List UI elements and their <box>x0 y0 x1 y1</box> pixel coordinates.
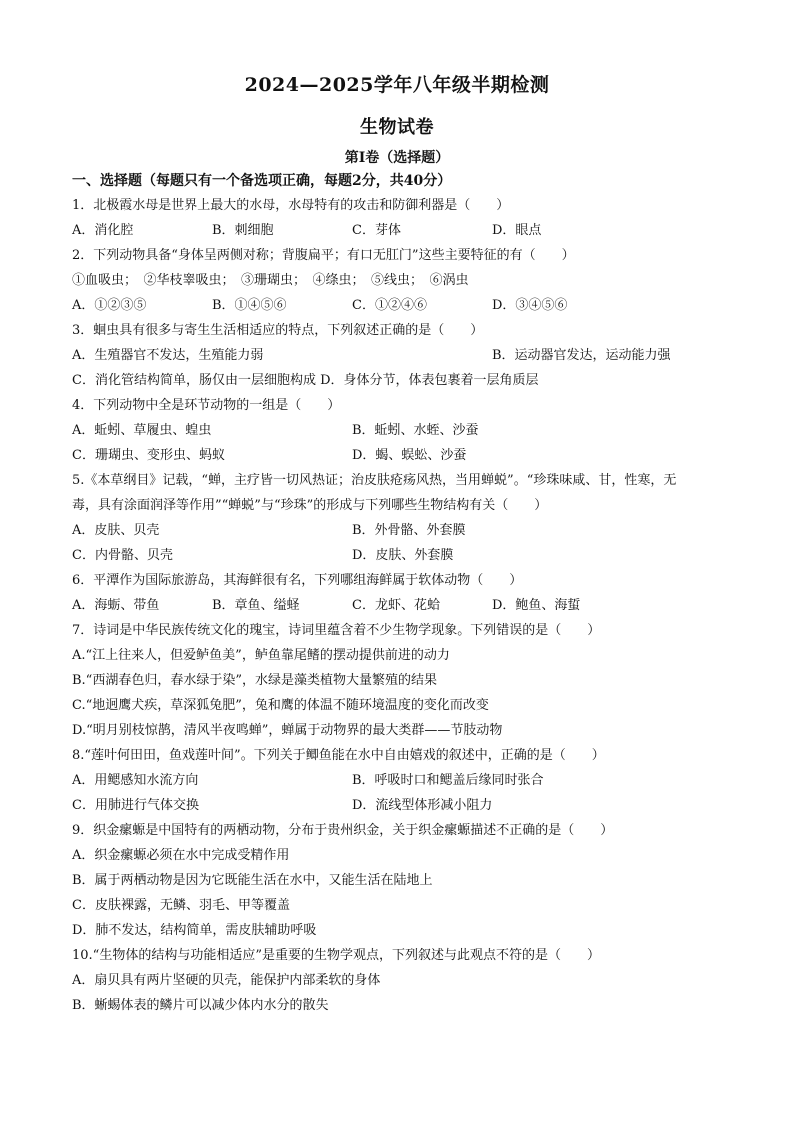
question-5-stem-cont: 毒，具有涂面润泽等作用”“蝉蜕”与“珍珠”的形成与下列哪些生物结构有关（ ） <box>72 498 548 513</box>
exam-subject: 生物试卷 <box>360 117 434 138</box>
option-d: D.“明月别枝惊鹊，清风半夜鸣蝉”，蝉属于动物界的最大类群——节肢动物 <box>72 723 503 738</box>
option-b: B．章鱼、缢蛏 <box>212 598 300 613</box>
question-3-options-row2: C．消化管结构简单，肠仅由一层细胞构成 D．身体分节，体表包裹着一层角质层 <box>72 373 539 388</box>
exam-title: 2024—2025学年八年级半期检测 <box>244 74 550 96</box>
question-9-stem: 9．织金瘰螈是中国特有的两栖动物，分布于贵州织金，关于织金瘰螈描述不正确的是（ ） <box>72 823 614 838</box>
option-b: B．蜥蜴体表的鳞片可以减少体内水分的散失 <box>72 998 329 1013</box>
option-a: A．皮肤、贝壳 <box>72 523 160 538</box>
option-d: D．③④⑤⑥ <box>492 298 568 313</box>
option-a: A．蚯蚓、草履虫、蝗虫 <box>72 423 212 438</box>
option-d: D．鲍鱼、海蜇 <box>492 598 581 613</box>
option-b: B．刺细胞 <box>212 223 274 238</box>
option-d: D．肺不发达，结构简单，需皮肤辅助呼吸 <box>72 923 317 938</box>
option-b: B．呼吸时口和鳃盖后缘同时张合 <box>352 773 544 788</box>
option-b: B．属于两栖动物是因为它既能生活在水中，又能生活在陆地上 <box>72 873 433 888</box>
section-heading: 一、选择题（每题只有一个备选项正确，每题2分，共40分） <box>72 173 452 189</box>
option-b: B.“西湖春色归，春水绿于染”，水绿是藻类植物大量繁殖的结果 <box>72 673 437 688</box>
option-a: A．用鳃感知水流方向 <box>72 773 199 788</box>
option-b: B．①④⑤⑥ <box>212 298 287 313</box>
question-4-stem: 4．下列动物中全是环节动物的一组是（ ） <box>72 398 341 413</box>
question-6-stem: 6．平潭作为国际旅游岛，其海鲜很有名，下列哪组海鲜属于软体动物（ ） <box>72 573 523 588</box>
option-c: C.“地迥鹰犬疾，草深狐兔肥”，兔和鹰的体温不随环境温度的变化而改变 <box>72 698 489 713</box>
option-b: B．运动器官发达，运动能力强 <box>492 348 671 363</box>
question-2-items: ①血吸虫； ②华枝睾吸虫； ③珊瑚虫； ④绦虫； ⑤线虫； ⑥涡虫 <box>72 273 469 288</box>
question-8-stem: 8.“莲叶何田田，鱼戏莲叶间”。下列关于鲫鱼能在水中自由嬉戏的叙述中，正确的是（ ） <box>72 748 605 763</box>
option-a: A．海蛎、带鱼 <box>72 598 160 613</box>
option-d: D．眼点 <box>492 223 542 238</box>
question-10-stem: 10.“生物体的结构与功能相适应”是重要的生物学观点，下列叙述与此观点不符的是（ ） <box>72 948 600 963</box>
option-c: C．①②④⑥ <box>352 298 427 313</box>
option-c: C．芽体 <box>352 223 401 238</box>
option-c: C．珊瑚虫、变形虫、蚂蚁 <box>72 448 225 463</box>
option-a: A．织金瘰螈必须在水中完成受精作用 <box>72 848 290 863</box>
option-d: D．流线型体形减小阻力 <box>352 798 493 813</box>
option-a: A．①②③⑤ <box>72 298 147 313</box>
option-d: D．皮肤、外套膜 <box>352 548 454 563</box>
option-c: C．皮肤裸露，无鳞、羽毛、甲等覆盖 <box>72 898 290 913</box>
option-c: C．龙虾、花蛤 <box>352 598 440 613</box>
part-heading: 第Ⅰ卷（选择题） <box>344 150 450 166</box>
option-c: C．内骨骼、贝壳 <box>72 548 173 563</box>
question-1-stem: 1．北极霞水母是世界上最大的水母，水母特有的攻击和防御利器是（ ） <box>72 198 510 213</box>
option-d: D．蝎、蜈蚣、沙蚕 <box>352 448 467 463</box>
question-5-stem: 5.《本草纲目》记载，“蝉，主疗皆一切风热证；治皮肤疮疡风热，当用蝉蜕”。“珍珠味咸、甘，性寒，无 <box>72 473 677 488</box>
question-2-stem: 2．下列动物具备“身体呈两侧对称；背腹扁平；有口无肛门”这些主要特征的有（ ） <box>72 248 575 263</box>
option-b: B．蚯蚓、水蛭、沙蚕 <box>352 423 479 438</box>
question-3-stem: 3．蛔虫具有很多与寄生生活相适应的特点，下列叙述正确的是（ ） <box>72 323 484 338</box>
option-c: C．用肺进行气体交换 <box>72 798 199 813</box>
option-a: A．消化腔 <box>72 223 134 238</box>
option-a: A．扇贝具有两片坚硬的贝壳，能保护内部柔软的身体 <box>72 973 381 988</box>
option-a: A．生殖器官不发达，生殖能力弱 <box>72 348 264 363</box>
question-7-stem: 7．诗词是中华民族传统文化的瑰宝，诗词里蕴含着不少生物学现象。下列错误的是（ ） <box>72 623 601 638</box>
option-b: B．外骨骼、外套膜 <box>352 523 466 538</box>
option-a: A.“江上往来人，但爱鲈鱼美”，鲈鱼靠尾鳍的摆动提供前进的动力 <box>72 648 450 663</box>
